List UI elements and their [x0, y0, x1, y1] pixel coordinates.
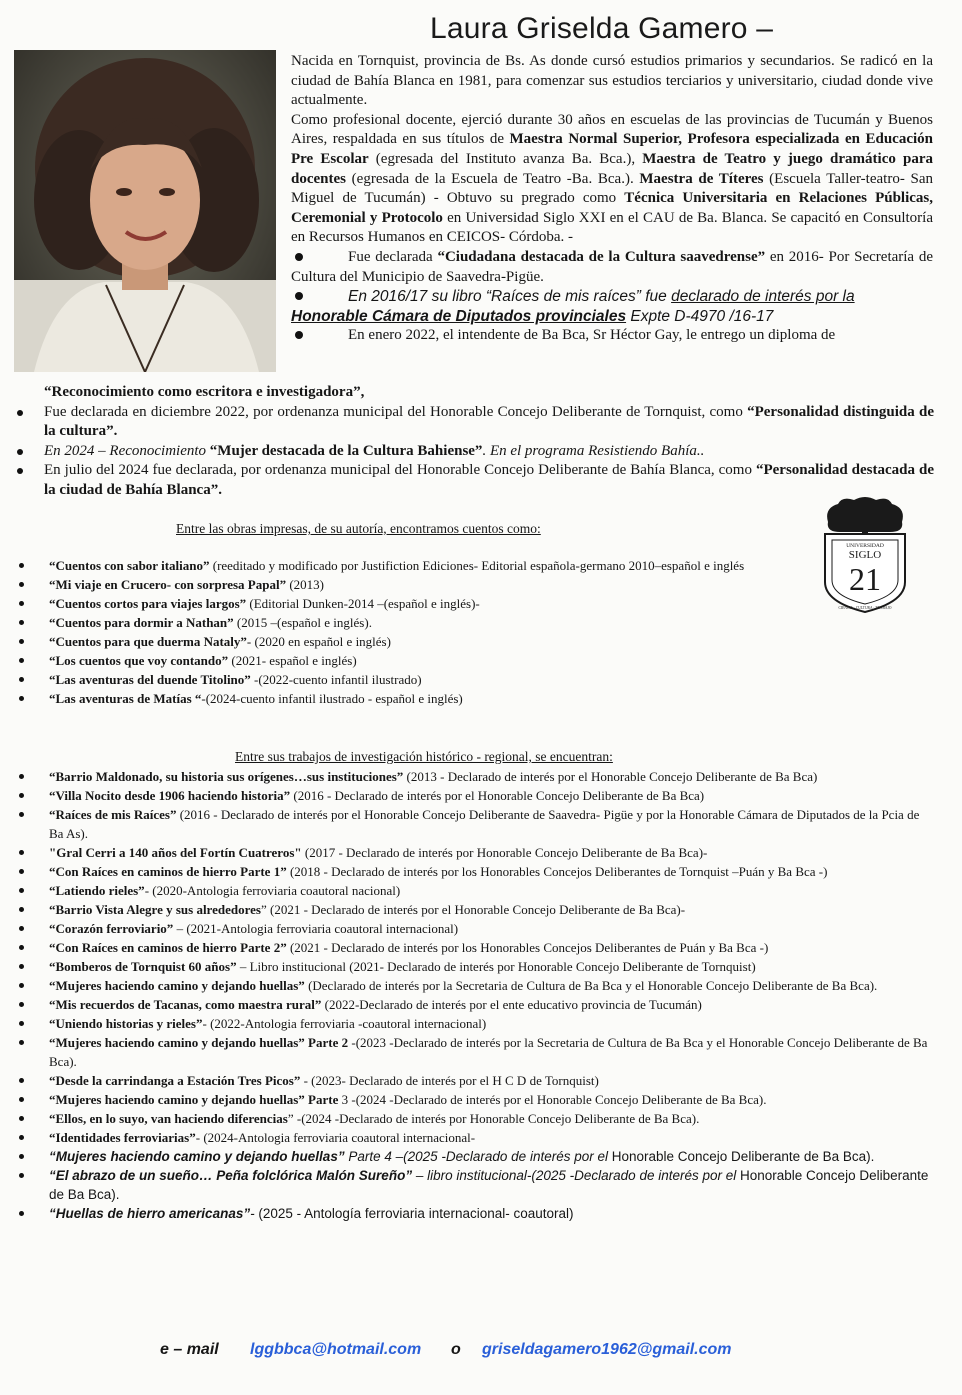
portrait-photo — [14, 50, 276, 372]
research-item — [14, 843, 934, 862]
research-heading: Entre sus trabajos de investigación histórico - regional, se encuentran: — [235, 749, 613, 764]
intro-text — [291, 52, 933, 346]
research-item — [14, 995, 934, 1014]
work-details: (2021- español e inglés) — [228, 653, 357, 668]
research-details: – Libro institucional (2021- Declarado de interés por Honorable Concejo Deliberante de Tornquist) — [236, 959, 756, 974]
research-title: “Villa Nocito desde 1906 haciendo historia” — [49, 788, 291, 803]
award-item — [14, 461, 934, 500]
research-title: “Ellos, en lo suyo, van haciendo diferencias — [49, 1111, 288, 1126]
chamber-name: Honorable Cámara de Diputados provinciales — [291, 307, 627, 325]
research-note: Parte 4 –(2025 -Declarado de interés por el — [344, 1149, 608, 1164]
email-label: e – mail — [160, 1341, 219, 1358]
research-item — [14, 862, 934, 881]
research-details: (Declarado de interés por la Secretaria de Cultura de Ba Bca y el Honorable Concejo Deliberante de Ba Bca). — [304, 978, 878, 993]
text-span: Fue declarada en diciembre 2022, por ordenanza municipal del Honorable Concejo Deliberante de Tornquist, como — [44, 403, 748, 420]
research-title: “Raíces de mis Raíces” — [49, 807, 177, 822]
work-item — [14, 575, 804, 594]
work-title: “Cuentos cortos para viajes largos” — [49, 596, 247, 611]
text-span: En enero 2022, el intendente de Ba Bca, Sr Héctor Gay, le entrego un diploma de — [348, 327, 836, 344]
text-span: En 2016/17 su libro “Raíces de mis raíces” fue — [348, 288, 672, 306]
work-title: “Las aventuras del duende Titolino” — [49, 672, 251, 687]
research-item — [14, 938, 934, 957]
work-details: (2015 –(español e inglés). — [233, 615, 372, 630]
research-item — [14, 1147, 934, 1166]
research-details: ” -(2024 -Declarado de interés por Honorable Concejo Deliberante de Ba Bca). — [287, 1111, 700, 1126]
research-details: (2021 - Declarado de interés por los Honorables Concejos Deliberantes de Puán y Ba Bca -) — [286, 940, 769, 955]
work-item — [14, 613, 804, 632]
research-item — [14, 1128, 934, 1147]
research-title: “El abrazo de un sueño… Peña folclórica Malón Sureño” — [49, 1168, 413, 1183]
research-item — [14, 1014, 934, 1033]
work-item — [14, 632, 804, 651]
research-item — [14, 1109, 934, 1128]
email-link-1[interactable]: lggbbca@hotmail.com — [250, 1341, 422, 1358]
siglo21-logo — [820, 494, 910, 614]
research-details: (2022-Declarado de interés por el ente educativo provincia de Tucumán) — [321, 997, 702, 1012]
portrait-illustration — [14, 50, 276, 372]
research-details: (2013 - Declarado de interés por el Honorable Concejo Deliberante de Ba Bca) — [403, 769, 818, 784]
award-title: “Personalidad distinguida de la cultura”. — [44, 403, 935, 440]
research-list — [14, 767, 934, 1223]
research-title: “Mujeres haciendo camino y dejando huellas” — [49, 1149, 345, 1164]
logo-number: 21 — [849, 561, 881, 597]
work-details: (reeditado y modificado por Justifiction Ediciones- Editorial española-germano 2010–español e inglés — [209, 558, 745, 573]
degree-title: Maestra Normal Superior, Profesora especializada en Educación Pre Escolar — [291, 131, 933, 167]
work-item — [14, 651, 804, 670]
work-item — [14, 556, 804, 575]
research-details: - (2022-Antologia ferroviaria -coautoral internacional) — [202, 1016, 487, 1031]
research-item — [14, 1204, 934, 1223]
award-title: “Ciudadana destacada de la Cultura saavedrense” — [437, 248, 766, 265]
degree-title: Técnica Universitaria en Relaciones Públicas, Ceremonial y Protocolo — [291, 190, 934, 226]
research-item — [14, 881, 934, 900]
work-title: “Los cuentos que voy contando” — [49, 653, 229, 668]
research-title: “Uniendo historias y rieles” — [49, 1016, 203, 1031]
research-details: - (2020-Antologia ferroviaria coautoral nacional) — [144, 883, 401, 898]
research-item — [14, 1071, 934, 1090]
research-item — [14, 900, 934, 919]
bullet-icon — [295, 331, 303, 339]
degree-title: Maestra de Teatro y juego dramático para docentes — [291, 150, 933, 187]
work-details: (2013) — [286, 577, 325, 592]
text-span: (egresada de la Escuela de Teatro -Ba. Bca.). — [346, 170, 640, 187]
email-link-2[interactable]: griseldagamero1962@gmail.com — [482, 1341, 732, 1358]
award-item — [14, 442, 934, 462]
text-span: en 2016- Por Secretaría de Cultura del Municipio de Saavedra-Pigüe. — [291, 248, 933, 285]
bullet-icon — [295, 253, 303, 261]
research-item — [14, 1033, 934, 1071]
work-item — [14, 689, 804, 708]
text-span: Fue declarada — [348, 248, 438, 265]
award-title: “Personalidad destacada de la ciudad de Bahía Blanca”. — [44, 462, 935, 498]
text-span: En 2024 – Reconocimiento — [44, 442, 210, 459]
research-title: “Barrio Maldonado, su historia sus orígenes…sus instituciones” — [49, 769, 404, 784]
intro-bullet-3 — [291, 326, 933, 346]
research-title: “Latiendo rieles” — [49, 883, 145, 898]
research-item — [14, 786, 934, 805]
research-title: “Huellas de hierro americanas” — [49, 1206, 251, 1221]
research-item — [14, 957, 934, 976]
work-title: “Cuentos para que duerma Nataly” — [49, 634, 247, 649]
research-title: "Gral Cerri a 140 años del Fortín Cuatreros" — [49, 845, 302, 860]
research-title: “Barrio Vista Alegre y sus alrededores — [49, 902, 261, 917]
work-item — [14, 594, 804, 613]
research-title: “Identidades ferroviarias” — [49, 1130, 196, 1145]
logo-university-label: UNIVERSIDAD — [846, 543, 884, 549]
research-title: “Desde la carrindanga a Estación Tres Picos” — [49, 1073, 301, 1088]
research-details: – (2021-Antologia ferroviaria coautoral internacional) — [173, 921, 459, 936]
intro-bullet-2 — [291, 287, 933, 326]
recognition-line: “Reconocimiento como escritora e investigadora”, — [44, 384, 365, 400]
research-title: “Bomberos de Tornquist 60 años” — [49, 959, 237, 974]
research-details: ” (2021 - Declarado de interés por el Honorable Concejo Deliberante de Ba Bca)- — [260, 902, 686, 917]
work-item — [14, 670, 804, 689]
text-span: (egresada del Instituto avanza Ba. Bca.), — [368, 150, 643, 167]
work-title: “Cuentos con sabor italiano” — [49, 558, 210, 573]
research-title: “Corazón ferroviario” — [49, 921, 174, 936]
text-span: . En el programa Resistiendo Bahía.. — [482, 442, 705, 459]
work-title: “Mi viaje en Crucero- con sorpresa Papal” — [49, 577, 287, 592]
research-details: (2017 - Declarado de interés por Honorable Concejo Deliberante de Ba Bca)- — [301, 845, 708, 860]
text-span: En julio del 2024 fue declarada, por ordenanza municipal del Honorable Concejo Deliberante de Bahía Blanca, como — [44, 462, 756, 479]
research-title: “Mis recuerdos de Tacanas, como maestra rural” — [49, 997, 322, 1012]
bullet-icon — [295, 292, 303, 300]
research-item — [14, 767, 934, 786]
research-item — [14, 919, 934, 938]
research-details: - (2023- Declarado de interés por el H C D de Tornquist) — [300, 1073, 599, 1088]
intro-paragraph-1: Nacida en Tornquist, provincia de Bs. As donde cursó estudios primarios y secundarios. Se radicó en la ciudad de Bahía Blanca en 1981, para comenzar sus estudios terciarios y universitario, ciudad donde vive actualmente. — [291, 53, 933, 109]
research-item — [14, 976, 934, 995]
work-details: -(2024-cuento infantil ilustrado - español e inglés) — [201, 691, 463, 706]
text-span: Como profesional docente, ejerció durante 30 años en escuelas de las provincias de Tucumán y Buenos Aires, respaldada en sus títulos de — [291, 111, 933, 148]
research-details: (2016 - Declarado de interés por el Honorable Concejo Deliberante de Ba Bca) — [290, 788, 705, 803]
logo-motto: CIENCIA · CULTURA · TRABAJO — [838, 606, 892, 610]
text-span: en Universidad Siglo XXI en el CAU de Ba. Blanca. Se capacitó en Consultoría en Recursos Humanos en CEICOS- Córdoba. - — [291, 209, 933, 246]
research-details: (2016 - Declarado de interés por el Honorable Concejo Deliberante de Saavedra- Pigüe y por la Honorable Cámara de Diputados de la Pcia de Ba As). — [49, 807, 920, 841]
text-span: declarado de interés por la — [671, 288, 855, 306]
award-item — [14, 403, 934, 442]
research-title: “Mujeres haciendo camino y dejando huellas” — [49, 978, 305, 993]
research-title: “Con Raíces en caminos de hierro Parte 2” — [49, 940, 287, 955]
research-item — [14, 1090, 934, 1109]
award-title: “Mujer destacada de la Cultura Bahiense” — [209, 442, 483, 459]
degree-title: Maestra de Títeres — [639, 170, 764, 187]
research-item — [14, 1166, 934, 1204]
awards-section — [14, 383, 934, 501]
intro-bullet-1 — [291, 248, 933, 287]
works-heading: Entre las obras impresas, de su autoría, encontramos cuentos como: — [176, 521, 541, 536]
research-details: - (2024-Antologia ferroviaria coautoral internacional- — [195, 1130, 476, 1145]
research-details: (2025 - Antología ferroviaria internacional- coautoral) — [254, 1206, 574, 1221]
research-note: - — [250, 1206, 255, 1221]
research-item — [14, 805, 934, 843]
works-list — [14, 556, 804, 708]
research-details: (2018 - Declarado de interés por los Honorables Concejos Deliberantes de Tornquist –Puán y Ba Bca -) — [286, 864, 828, 879]
research-note: – libro institucional-(2025 -Declarado de interés por el — [412, 1168, 737, 1183]
text-span: Expte D-4970 /16-17 — [626, 307, 774, 325]
work-details: -(2022-cuento infantil ilustrado) — [250, 672, 422, 687]
research-title: “Con Raíces en caminos de hierro Parte 1” — [49, 864, 287, 879]
text-span: (Escuela Taller-teatro- San Miguel de Tucumán) - Obtuvo su pregrado como — [291, 170, 933, 207]
work-title: “Las aventuras de Matías “ — [49, 691, 202, 706]
document-title: Laura Griselda Gamero – — [430, 12, 774, 45]
work-title: “Cuentos para dormir a Nathan” — [49, 615, 234, 630]
research-title: “Mujeres haciendo camino y dejando huellas” Parte — [49, 1092, 339, 1107]
intro-paragraph-2 — [291, 111, 933, 248]
research-details: Honorable Concejo Deliberante de Ba Bca). — [49, 1168, 929, 1202]
research-details: -(2023 -Declarado de interés por la Secretaria de Cultura de Ba Bca y el Honorable Concejo Deliberante de Ba Bca). — [49, 1035, 928, 1069]
email-separator: o — [451, 1341, 461, 1358]
research-details: 3 -(2024 -Declarado de interés por el Honorable Concejo Deliberante de Ba Bca). — [338, 1092, 767, 1107]
work-details: - (2020 en español e inglés) — [246, 634, 391, 649]
research-details: Honorable Concejo Deliberante de Ba Bca). — [607, 1149, 875, 1164]
logo-name: SIGLO — [848, 549, 882, 561]
research-title: “Mujeres haciendo camino y dejando huellas” Parte 2 — [49, 1035, 349, 1050]
work-details: (Editorial Dunken-2014 –(español e inglés)- — [246, 596, 480, 611]
